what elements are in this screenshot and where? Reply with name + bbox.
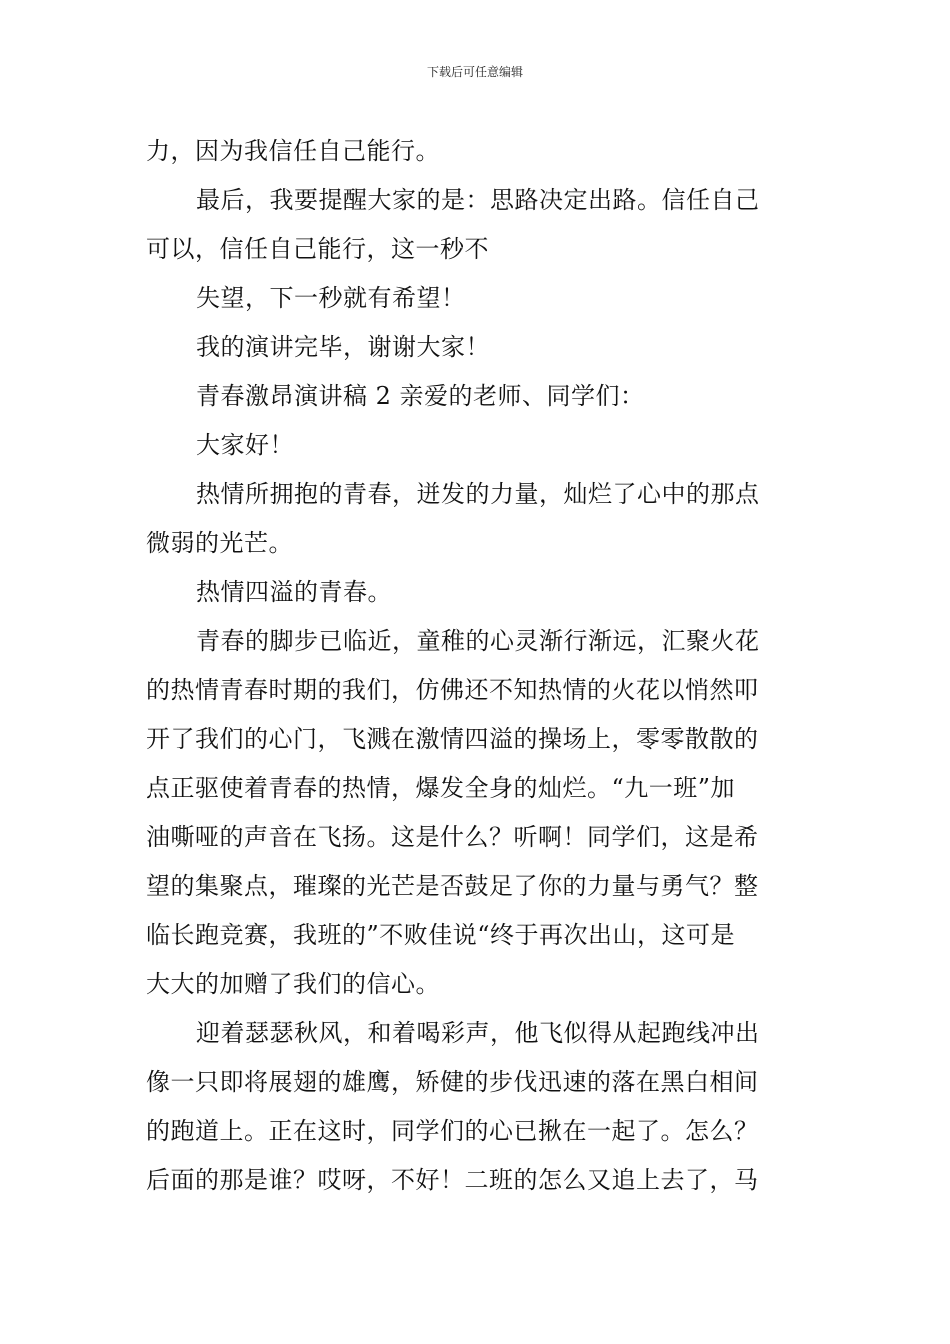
text-line: 微弱的光芒。 (146, 529, 293, 557)
text-line: 热情四溢的青春。 (196, 578, 392, 606)
page-header: 下载后可任意编辑 (426, 65, 523, 79)
text-line: 青春激昂演讲稿 2 亲爱的老师、同学们： (196, 382, 645, 410)
text-line: 大大的加赠了我们的信心。 (146, 970, 440, 998)
text-line: 热情所拥抱的青春，迸发的力量，灿烂了心中的那点 (196, 480, 760, 508)
text-line: 我的演讲完毕，谢谢大家！ (196, 333, 490, 361)
document-body (146, 127, 808, 1205)
text-line: 失望，下一秒就有希望！ (196, 284, 466, 312)
text-line: 像一只即将展翅的雄鹰，矫健的步伐迅速的落在黑白相间 (146, 1068, 759, 1096)
text-line: 迎着瑟瑟秋风，和着喝彩声，他飞似得从起跑线冲出 (196, 1019, 760, 1047)
text-line: 的热情青春时期的我们，仿佛还不知热情的火花以悄然叩 (146, 676, 759, 704)
text-line: 最后，我要提醒大家的是：思路决定出路。信任自己 (196, 186, 760, 214)
text-line: 油嘶哑的声音在飞扬。这是什么？听啊！同学们，这是希 (146, 823, 759, 851)
text-line: 力，因为我信任自己能行。 (146, 137, 440, 165)
text-line: 的跑道上。正在这时，同学们的心已揪在一起了。怎么？ (146, 1117, 759, 1145)
text-line: 点正驱使着青春的热情，爆发全身的灿烂。“九一班”加 (146, 774, 736, 802)
text-line: 青春的脚步已临近，童稚的心灵渐行渐远，汇聚火花 (196, 627, 760, 655)
text-line: 可以，信任自己能行，这一秒不 (146, 235, 489, 263)
text-line: 开了我们的心门，飞溅在激情四溢的操场上，零零散散的 (146, 725, 759, 753)
text-line: 望的集聚点，璀璨的光芒是否鼓足了你的力量与勇气？整 (146, 872, 759, 900)
text-line: 大家好！ (196, 431, 294, 459)
text-line: 后面的那是谁？哎呀，不好！二班的怎么又追上去了，马 (146, 1166, 759, 1194)
text-line: 临长跑竞赛，我班的”不败佳说“终于再次出山，这可是 (146, 921, 736, 949)
